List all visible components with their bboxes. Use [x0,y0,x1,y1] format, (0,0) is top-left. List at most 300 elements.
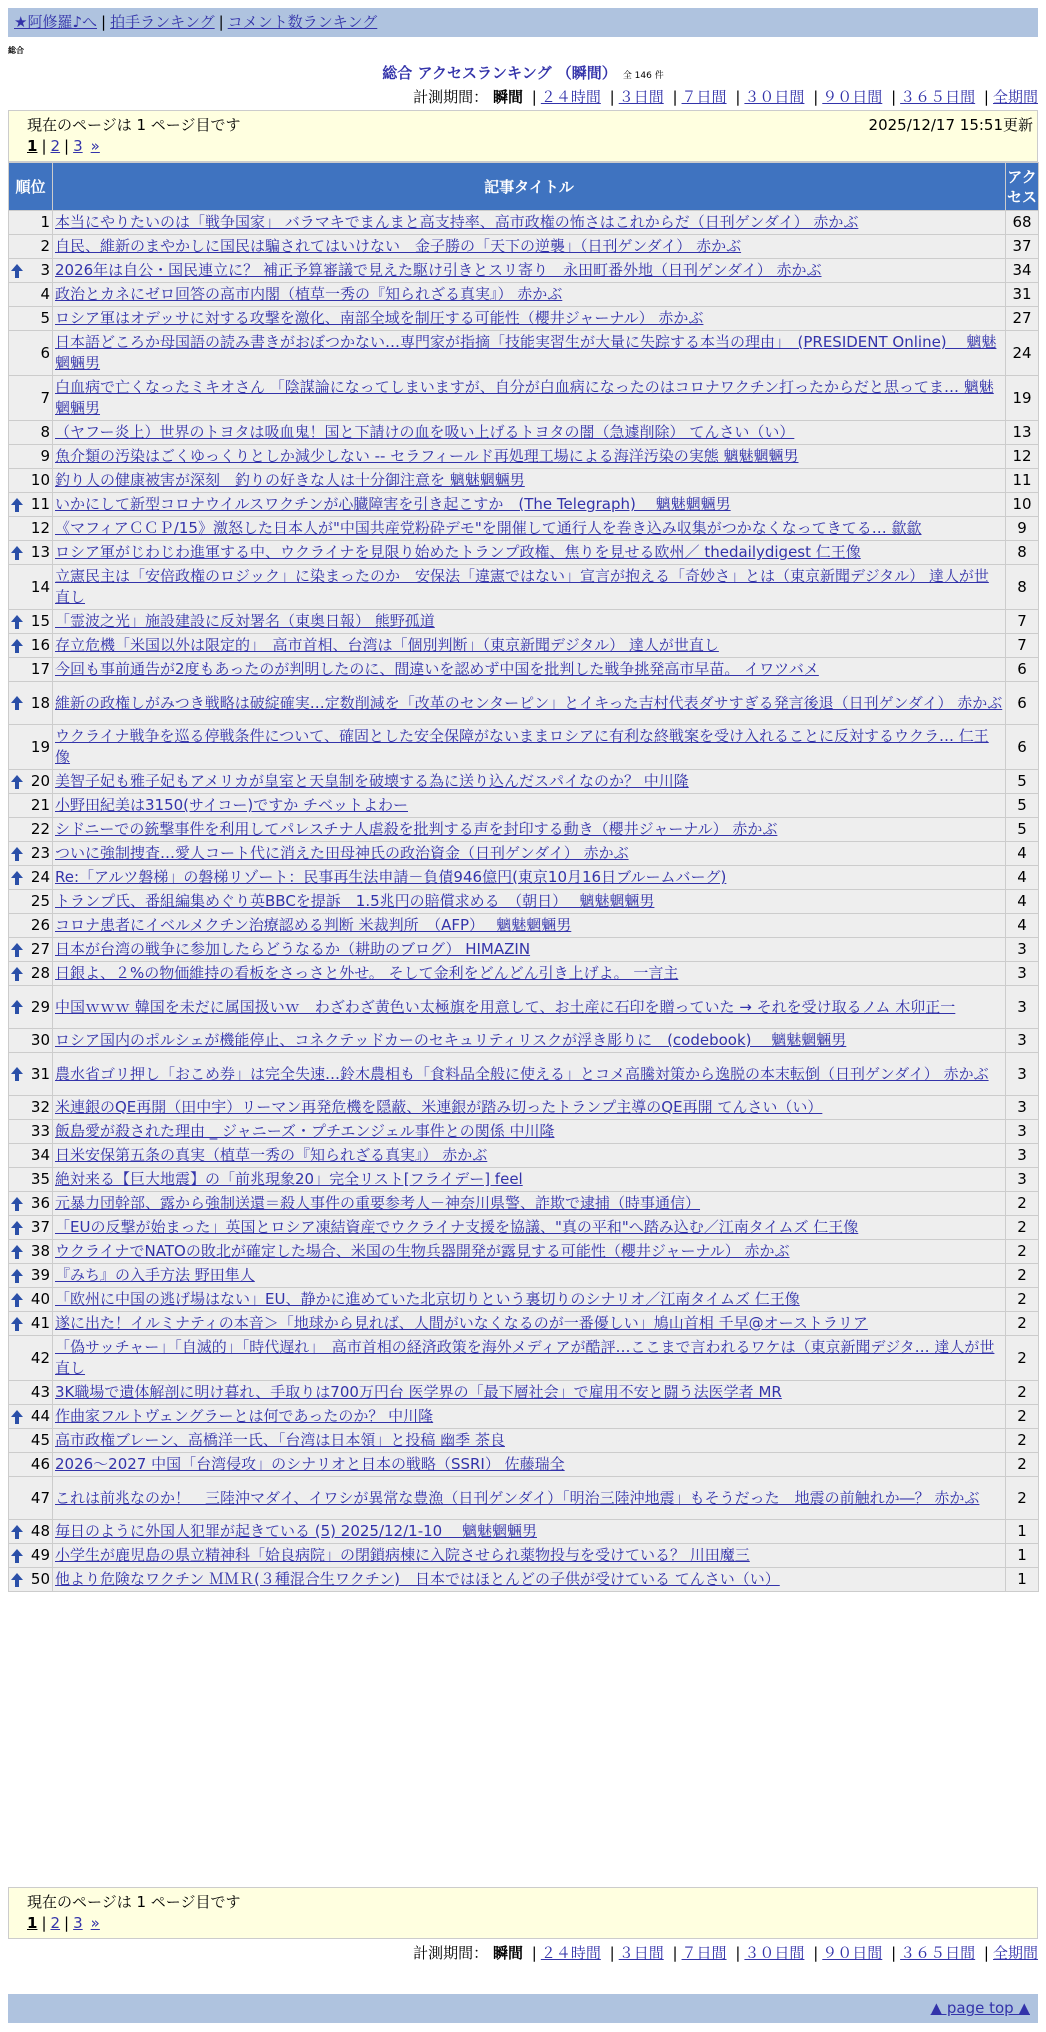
title-cell [53,1520,1006,1544]
article-title-link[interactable]: 美智子妃も雅子妃もアメリカが皇室と天皇制を破壊する為に送り込んだスパイなのか？ 中川隆 [55,772,689,790]
rank-cell [9,517,53,541]
rank-up-arrow-icon [11,1410,23,1424]
article-title-link[interactable]: 白血病で亡くなったミキオさん 「陰謀論になってしまいますが、自分が白血病になったのはコロナワクチン打ったからだと思ってま… 魑魅魍魎男 [55,378,994,417]
access-count: 13 [1006,421,1039,445]
rank-cell [9,1568,53,1592]
rank-cell [9,1288,53,1312]
rank-number: 9 [40,447,50,465]
access-count: 2 [1006,1264,1039,1288]
table-row [9,986,1039,1029]
rank-number: 14 [30,577,50,596]
current-page-number: 1 [27,1914,38,1932]
table-row [9,962,1039,986]
rank-up-arrow-icon [11,1269,23,1283]
table-row [9,1336,1039,1381]
rank-cell [9,331,53,376]
article-title-link[interactable]: 飯島愛が殺された理由 _ ジャニーズ・プチエンジェル事件との関係 中川隆 [55,1122,555,1140]
page-top-link[interactable]: ▲ page top ▲ [930,1999,1030,2017]
clap-ranking-link[interactable]: 拍手ランキング [110,13,215,31]
article-title-link[interactable]: 「偽サッチャー」「自滅的」「時代遅れ」 高市首相の経済政策を海外メディアが酷評…ここまで言われるワケは（東京新聞デジタ… 達人が世直し [55,1338,995,1377]
article-title-link[interactable]: これは前兆なのか！ 三陸沖マダイ、イワシが異常な豊漁（日刊ゲンダイ）「明治三陸沖地震」もそうだった 地震の前触れか―？ 赤かぶ [55,1488,980,1507]
rank-number: 3 [40,261,50,279]
access-count: 12 [1006,445,1039,469]
article-title-link[interactable]: 維新の政権しがみつき戦略は破綻確実…定数削減を「改革のセンターピン」とイキった吉村代表ダサすぎる発言後退（日刊ゲンダイ） 赤かぶ [55,693,1003,712]
article-title-link[interactable]: 小野田紀美は3150(サイコー)ですか チベットよわー [55,796,408,814]
next-page-link[interactable]: » [90,1914,100,1932]
article-title-link[interactable]: 2026～2027 中国「台湾侵攻」のシナリオと日本の戦略（SSRI） 佐藤瑞全 [55,1455,565,1473]
nav-separator: | [218,13,224,31]
access-count: 7 [1006,634,1039,658]
title-cell [53,517,1006,541]
page-link-3[interactable]: 3 [73,1914,83,1932]
access-count: 2 [1006,1429,1039,1453]
rank-number: 35 [30,1170,50,1188]
title-cell [53,914,1006,938]
access-count: 5 [1006,818,1039,842]
article-title-link[interactable]: トランプ氏、番組編集めぐり英BBCを提訴 1.5兆円の賠償求める （朝日） 魑魅魍魎男 [55,892,655,910]
period-label: 計測期間： [413,1944,489,1962]
article-title-link[interactable]: Re:「アルツ磐梯」の磐梯リゾート：民事再生法申請－負債946億円(東京10月16日ブルームバーグ) [55,868,727,886]
rank-number: 22 [30,820,50,838]
title-cell [53,1120,1006,1144]
top-nav-bar [8,8,1038,37]
access-count: 3 [1006,1053,1039,1096]
rank-cell [9,866,53,890]
title-cell [53,283,1006,307]
period-link-3d[interactable]: ３日間 [618,1944,664,1962]
access-count: 37 [1006,235,1039,259]
access-count: 4 [1006,914,1039,938]
title-cell [53,469,1006,493]
title-cell [53,1381,1006,1405]
rank-up-arrow-icon [11,498,23,512]
current-page-text: 現在のページは 1 ページ目です [27,1893,241,1911]
comment-ranking-link[interactable]: コメント数ランキング [227,13,378,31]
access-count: 2 [1006,1312,1039,1336]
table-row [9,1381,1039,1405]
period-link-24h[interactable]: ２４時間 [540,1944,601,1962]
rank-cell [9,493,53,517]
table-row [9,1168,1039,1192]
rank-number: 31 [30,1064,50,1083]
table-row [9,307,1039,331]
access-count: 1 [1006,1568,1039,1592]
page-link-3[interactable]: 3 [73,137,83,155]
rank-number: 32 [30,1098,50,1116]
article-title-link[interactable]: 高市政権ブレーン、高橋洋一氏、「台湾は日本領」と投稿 幽季 茶良 [55,1431,505,1449]
access-count: 3 [1006,1144,1039,1168]
article-title-link[interactable]: ウクライナ戦争を巡る停戦条件について、確固とした安全保障がないままロシアに有利な終戦案を受け入れることに反対するウクラ… 仁王像 [55,727,989,766]
rank-number: 47 [30,1488,50,1507]
title-cell [53,493,1006,517]
title-cell [53,1544,1006,1568]
access-count: 4 [1006,866,1039,890]
rank-number: 20 [30,772,50,790]
rank-cell [9,1192,53,1216]
access-count: 8 [1006,565,1039,610]
article-title-link[interactable]: 米連銀のQE再開（田中宇）リーマン再発危機を隠蔽、米連銀が踏み切ったトランプ主導のQE再開 てんさい（い） [55,1098,823,1116]
title-cell [53,818,1006,842]
pagination: 1 | 2 | 3 » [27,137,100,155]
title-cell [53,682,1006,725]
rank-number: 6 [40,343,50,362]
article-title-link[interactable]: 魚介類の汚染はごくゆっくりとしか減少しない -- セラフィールド再処理工場による海洋汚染の実態 魑魅魍魎男 [55,447,799,465]
access-count: 3 [1006,1168,1039,1192]
rank-cell [9,259,53,283]
title-cell [53,986,1006,1029]
title-cell [53,211,1006,235]
title-cell [53,259,1006,283]
rank-cell [9,565,53,610]
table-row [9,1312,1039,1336]
article-title-link[interactable]: 「欧州に中国の逃げ場はない」EU、静かに進めていた北京切りという裏切りのシナリオ／江南タイムズ 仁王像 [55,1290,800,1308]
rank-number: 34 [30,1146,50,1164]
period-link-365d[interactable]: ３６５日間 [900,88,976,106]
rank-number: 30 [30,1031,50,1049]
rank-up-arrow-icon [11,1221,23,1235]
title-cell [53,1168,1006,1192]
title-cell [53,770,1006,794]
table-row [9,1264,1039,1288]
article-title-link[interactable]: 農水省ゴリ押し「おこめ券」は完全失速…鈴木農相も「食料品全般に使える」とコメ高騰対策から逸脱の本末転倒（日刊ゲンダイ） 赤かぶ [55,1064,989,1083]
rank-cell [9,610,53,634]
article-title-link[interactable]: 《マフィアＣＣＰ/15》激怒した日本人が"中国共産党粉砕デモ"を開催して通行人を巻き込み収集がつかなくなってきてる… 歙歙 [55,519,922,537]
rank-number: 44 [30,1407,50,1425]
article-title-link[interactable]: 3K職場で遺体解剖に明け暮れ、手取りは700万円台 医学界の「最下層社会」で雇用不安と闘う法医学者 MR [55,1383,782,1401]
table-row [9,1405,1039,1429]
access-count: 2 [1006,1405,1039,1429]
table-row [9,259,1039,283]
rank-up-arrow-icon [11,871,23,885]
period-link-90d[interactable]: ９０日間 [822,88,883,106]
access-count: 2 [1006,1453,1039,1477]
article-title-link[interactable]: 毎日のように外国人犯罪が起きている (5) 2025/12/1-10 魑魅魍魎男 [55,1522,537,1540]
rank-cell [9,1544,53,1568]
rank-number: 26 [30,916,50,934]
article-title-link[interactable]: 『みち』の入手方法 野田隼人 [55,1266,255,1284]
page-link-2[interactable]: 2 [50,1914,61,1932]
title-cell [53,1144,1006,1168]
access-count: 5 [1006,794,1039,818]
rank-up-arrow-icon [11,1293,23,1307]
access-count: 2 [1006,1381,1039,1405]
rank-cell [9,1381,53,1405]
rank-number: 46 [30,1455,50,1473]
rank-cell [9,421,53,445]
rank-up-arrow-icon [11,1197,23,1211]
article-title-link[interactable]: 政治とカネにゼロ回答の高市内閣（植草一秀の『知られざる真実』） 赤かぶ [55,285,563,303]
table-row [9,235,1039,259]
home-link[interactable]: ★阿修羅♪へ [14,13,98,31]
article-title-link[interactable]: 日本語どころか母国語の読み書きがおぼつかない…専門家が指摘「技能実習生が大量に失踪する本当の理由」 (PRESIDENT Online) 魑魅魍魎男 [55,333,997,372]
rank-number: 50 [30,1570,50,1588]
title-cell [53,890,1006,914]
article-title-link[interactable]: 釣り人の健康被害が深刻 釣りの好きな人は十分御注意を 魑魅魍魎男 [55,471,525,489]
title-cell [53,421,1006,445]
rank-cell [9,1216,53,1240]
period-link-all[interactable]: 全期間 [992,1944,1038,1962]
period-link-365d[interactable]: ３６５日間 [900,1944,976,1962]
table-row [9,1029,1039,1053]
access-count: 2 [1006,1216,1039,1240]
rank-number: 45 [30,1431,50,1449]
article-title-link[interactable]: 作曲家フルトヴェングラーとは何であったのか？ 中川隆 [55,1407,434,1425]
access-count: 34 [1006,259,1039,283]
table-row [9,493,1039,517]
access-count: 4 [1006,890,1039,914]
article-title-link[interactable]: シドニーでの銃撃事件を利用してパレスチナ人虐殺を批判する声を封印する動き（櫻井ジャーナル） 赤かぶ [55,820,778,838]
rank-cell [9,986,53,1029]
access-count: 3 [1006,938,1039,962]
rank-up-arrow-icon [11,639,23,653]
period-link-90d[interactable]: ９０日間 [822,1944,883,1962]
access-count: 11 [1006,469,1039,493]
page-info-top [8,110,1038,162]
title-cell [53,634,1006,658]
access-count: 8 [1006,541,1039,565]
table-row [9,866,1039,890]
access-count: 1 [1006,1544,1039,1568]
access-count: 3 [1006,1096,1039,1120]
rank-number: 48 [30,1522,50,1540]
rank-number: 38 [30,1242,50,1260]
rank-cell [9,1144,53,1168]
period-link-3d[interactable]: ３日間 [618,88,664,106]
page-info-bottom [8,1887,1038,1939]
article-title-link[interactable]: 日本が台湾の戦争に参加したらどうなるか（耕助のブログ） HIMAZIN [55,940,531,958]
table-row [9,1144,1039,1168]
rank-cell [9,1520,53,1544]
table-row [9,725,1039,770]
rank-number: 13 [30,543,50,561]
article-title-link[interactable]: 中国ｗｗｗ 韓国を未だに属国扱いｗ わざわざ黄色い太極旗を用意して、お土産に石印を贈っていた → それを受け取るノム 木卯正一 [55,997,956,1016]
title-cell [53,1568,1006,1592]
rank-number: 28 [30,964,50,982]
rank-number: 41 [30,1314,50,1332]
title-cell [53,1240,1006,1264]
article-title-link[interactable]: コロナ患者にイベルメクチン治療認める判断 米裁判所 （AFP） 魑魅魍魎男 [55,916,572,934]
title-cell [53,1453,1006,1477]
access-count: 2 [1006,1192,1039,1216]
table-row [9,842,1039,866]
title-cell [53,565,1006,610]
title-cell [53,1477,1006,1520]
article-title-link[interactable]: 存立危機「米国以外は限定的」 高市首相、台湾は「個別判断」（東京新聞デジタル） 達人が世直し [55,636,719,654]
table-row [9,1096,1039,1120]
article-title-link[interactable]: 「EUの反撃が始まった」英国とロシア凍結資産でウクライナ支援を協議、"真の平和"へ踏み込む／江南タイムズ 仁王像 [55,1218,859,1236]
rank-cell [9,1029,53,1053]
period-link-all[interactable]: 全期間 [992,88,1038,106]
rank-up-arrow-icon [11,847,23,861]
rank-up-arrow-icon [11,1000,23,1014]
rank-cell [9,1264,53,1288]
period-current: 瞬間 [492,1944,523,1962]
rank-up-arrow-icon [11,1067,23,1081]
article-title-link[interactable]: ロシア軍はオデッサに対する攻撃を激化、南部全域を制圧する可能性（櫻井ジャーナル） 赤かぶ [55,309,704,327]
access-count: 2 [1006,1477,1039,1520]
title-cell [53,725,1006,770]
rank-number: 15 [30,612,50,630]
rank-number: 5 [40,309,50,327]
rank-number: 39 [30,1266,50,1284]
rank-cell [9,794,53,818]
article-title-link[interactable]: いかにして新型コロナウイルスワクチンが心臓障害を引き起こすか (The Telegraph) 魑魅魍魎男 [55,495,731,513]
rank-cell [9,1453,53,1477]
table-row [9,938,1039,962]
table-row [9,445,1039,469]
table-row [9,658,1039,682]
title-cell [53,962,1006,986]
article-title-link[interactable]: ロシア軍がじわじわ進軍する中、ウクライナを見限り始めたトランプ政権、焦りを見せる欧州／ thedailydigest 仁王像 [55,543,861,561]
article-title-link[interactable]: 今回も事前通告が2度もあったのが判明したのに、間違いを認めず中国を批判した戦争挑発高市早苗。 イワツバメ [55,660,819,678]
rank-cell [9,1429,53,1453]
rank-cell [9,1477,53,1520]
article-title-link[interactable]: 小学生が鹿児島の県立精神科「姶良病院」の閉鎖病棟に入院させられ薬物投与を受けている？ 川田魔三 [55,1546,750,1564]
table-row [9,1216,1039,1240]
title-cell [53,938,1006,962]
period-link-7d[interactable]: ７日間 [681,88,727,106]
next-page-link[interactable]: » [90,137,100,155]
table-row [9,541,1039,565]
article-title-link[interactable]: （ヤフー炎上）世界のトヨタは吸血鬼！国と下請けの血を吸い上げるトヨタの闇（急遽削除） てんさい（い） [55,423,795,441]
access-count: 10 [1006,493,1039,517]
rank-up-arrow-icon [11,1317,23,1331]
rank-number: 49 [30,1546,50,1564]
period-current: 瞬間 [492,88,523,106]
article-title-link[interactable]: 立憲民主は「安倍政権のロジック」に染まったのか 安保法「違憲ではない」宣言が抱える「奇妙さ」とは（東京新聞デジタル） 達人が世直し [55,567,989,606]
table-row [9,634,1039,658]
pagination: 1 | 2 | 3 » [27,1914,100,1932]
rank-cell [9,658,53,682]
rank-number: 1 [40,213,50,231]
table-row [9,1453,1039,1477]
rank-cell [9,1405,53,1429]
period-link-7d[interactable]: ７日間 [681,1944,727,1962]
rank-up-arrow-icon [11,615,23,629]
title-cell [53,1216,1006,1240]
article-title-link[interactable]: 「霊波之光」施設建設に反対署名（東奥日報） 熊野孤道 [55,612,435,630]
table-row [9,376,1039,421]
access-count: 6 [1006,658,1039,682]
bottom-bar [8,1994,1038,2023]
access-count: 5 [1006,770,1039,794]
title-cell [53,1429,1006,1453]
rank-up-arrow-icon [11,696,23,710]
table-row [9,1544,1039,1568]
rank-cell [9,818,53,842]
rank-cell [9,541,53,565]
access-count: 27 [1006,307,1039,331]
rank-cell [9,469,53,493]
table-row [9,421,1039,445]
title-cell [53,610,1006,634]
table-row [9,1520,1039,1544]
access-count: 3 [1006,962,1039,986]
header-title: 記事タイトル [53,163,1006,211]
rank-cell [9,211,53,235]
table-row [9,818,1039,842]
rank-cell [9,682,53,725]
rank-up-arrow-icon [11,943,23,957]
period-label: 計測期間： [413,88,489,106]
rank-up-arrow-icon [11,264,23,278]
article-title-link[interactable]: 絶対来る【巨大地震】の「前兆現象20」完全リスト[フライデー] feel [55,1170,523,1188]
article-title-link[interactable]: 日銀よ、２%の物価維持の看板をさっさと外せ。 そして金利をどんどん引き上げよ。 一言主 [55,964,679,982]
article-title-link[interactable]: 遂に出た！イルミナティの本音＞「地球から見れば、人間がいなくなるのが一番優しい」鳩山首相 千早@オーストラリア [55,1314,868,1332]
rank-cell [9,1096,53,1120]
current-page-number: 1 [27,137,38,155]
title-cell [53,1053,1006,1096]
table-row [9,770,1039,794]
rank-up-arrow-icon [11,1549,23,1563]
access-count: 31 [1006,283,1039,307]
title-cell [53,1096,1006,1120]
rank-cell [9,235,53,259]
period-link-30d[interactable]: ３０日間 [744,88,805,106]
title-cell [53,658,1006,682]
rank-number: 2 [40,237,50,255]
rank-up-arrow-icon [11,1245,23,1259]
article-title-link[interactable]: 元暴力団幹部、露から強制送還＝殺人事件の重要参考人－神奈川県警、詐欺で逮捕（時事通信） [55,1194,701,1212]
title-cell [53,1336,1006,1381]
access-count: 3 [1006,1029,1039,1053]
rank-cell [9,634,53,658]
title-cell [53,1192,1006,1216]
title-cell [53,1312,1006,1336]
access-count: 7 [1006,610,1039,634]
access-count: 6 [1006,682,1039,725]
rank-number: 36 [30,1194,50,1212]
article-title-link[interactable]: ロシア国内のポルシェが機能停止、コネクテッドカーのセキュリティリスクが浮き彫りに (codebook) 魑魅魍魎男 [55,1031,847,1049]
article-title-link[interactable]: 日米安保第五条の真実（植草一秀の『知られざる真実』） 赤かぶ [55,1146,488,1164]
article-title-link[interactable]: 他より危険なワクチン ＭＭＲ(３種混合生ワクチン) 日本ではほとんどの子供が受けている てんさい（い） [55,1570,780,1588]
title-cell [53,842,1006,866]
article-title-link[interactable]: ついに強制捜査…愛人コート代に消えた田母神氏の政治資金（日刊ゲンダイ） 赤かぶ [55,844,629,862]
article-title-link[interactable]: 2026年は自公・国民連立に？ 補正予算審議で見えた駆け引きとスリ寄り 永田町番外地（日刊ゲンダイ） 赤かぶ [55,261,822,279]
title-cell [53,307,1006,331]
page-link-2[interactable]: 2 [50,137,61,155]
access-count: 6 [1006,725,1039,770]
title-cell [53,541,1006,565]
period-link-24h[interactable]: ２４時間 [540,88,601,106]
article-title-link[interactable]: 自民、維新のまやかしに国民は騙されてはいけない 金子勝の「天下の逆襲」（日刊ゲンダイ） 赤かぶ [55,237,742,255]
rank-number: 7 [40,388,50,407]
table-row [9,610,1039,634]
access-count: 2 [1006,1240,1039,1264]
category-label: 総合 [8,46,24,55]
rank-number: 25 [30,892,50,910]
access-count: 3 [1006,986,1039,1029]
period-link-30d[interactable]: ３０日間 [744,1944,805,1962]
rank-cell [9,1336,53,1381]
table-row [9,1477,1039,1520]
rank-cell [9,725,53,770]
article-title-link[interactable]: 本当にやりたいのは「戦争国家」 バラマキでまんまと高支持率、高市政権の怖さはこれからだ（日刊ゲンダイ） 赤かぶ [55,213,859,231]
rank-cell [9,914,53,938]
rank-up-arrow-icon [11,967,23,981]
rank-number: 18 [30,693,50,712]
rank-number: 29 [30,997,50,1016]
rank-cell [9,1120,53,1144]
title-cell [53,331,1006,376]
title-cell [53,235,1006,259]
ranking-heading [0,62,1046,83]
rank-cell [9,1312,53,1336]
table-row [9,1120,1039,1144]
article-title-link[interactable]: ウクライナでNATOの敗北が確定した場合、米国の生物兵器開発が露見する可能性（櫻井ジャーナル） 赤かぶ [55,1242,790,1260]
period-selector-top: 計測期間： 瞬間 | ２４時間 | ３日間 | ７日間 | ３０日間 | ９０日間 | ３６５日間 | 全期間 [413,88,1038,106]
table-row [9,469,1039,493]
